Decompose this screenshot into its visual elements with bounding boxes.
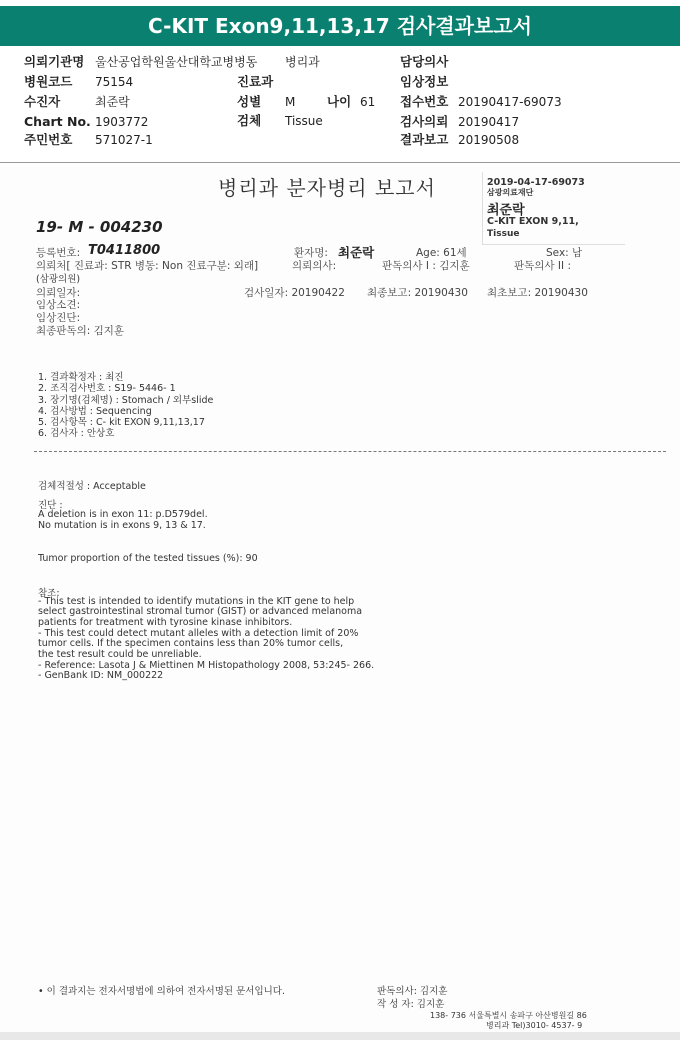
diagnosis-line: A deletion is in exon 11: p.D579del. (38, 509, 208, 520)
value-result-date: 20190508 (458, 133, 520, 147)
diagnosis-label: 진단 : (38, 500, 63, 511)
label-chart-no: Chart No. (24, 114, 91, 129)
list-item: 1. 결과확정자 : 최진 (38, 372, 124, 383)
list-item: the test result could be unreliable. (38, 649, 202, 660)
label-institution: 의뢰기관명 (24, 54, 85, 69)
value-receipt-no: 20190417-69073 (458, 95, 562, 109)
requester-sub: (삼광의원) (36, 274, 81, 285)
report-title-bar (0, 6, 680, 46)
footer-author: 작 성 자: 김지훈 (377, 999, 445, 1010)
list-item: 6. 검사자 : 안상호 (38, 428, 115, 439)
footer-phone: 병리과 Tel)3010- 4537- 9 (486, 1021, 583, 1030)
footer-address: 138- 736 서울특별시 송파구 아산병원길 86 (430, 1011, 587, 1020)
specimen-adequacy: 검체적절성 : Acceptable (38, 481, 146, 492)
patient-value: 최준락 (338, 245, 375, 260)
label-doctor: 담당의사 (400, 54, 449, 69)
value-patient: 최준락 (95, 95, 130, 109)
sticker-test: C-KIT EXON 9,11, (487, 216, 579, 227)
list-item: 4. 검사방법 : Sequencing (38, 406, 152, 417)
label-receipt-no: 접수번호 (400, 94, 449, 109)
list-item: 5. 검사항목 : C- kit EXON 9,11,13,17 (38, 417, 205, 428)
header-divider (0, 162, 680, 163)
value-hospital-code: 75154 (95, 75, 134, 89)
label-resident-no: 주민번호 (24, 132, 73, 147)
label-sex: 성별 (237, 94, 262, 109)
list-item: select gastrointestinal stromal tumor (GIST) or advanced melanoma (38, 606, 363, 617)
list-item: - GenBank ID: NM_000222 (38, 670, 164, 681)
case-number: 19- M - 004230 (36, 218, 163, 236)
label-hospital-code: 병원코드 (24, 74, 73, 89)
value-chart-no: 1903772 (95, 115, 149, 129)
value-request-date: 20190417 (458, 115, 520, 129)
value-age: 61 (360, 95, 376, 109)
requester: 의뢰처[ 진료과: STR 병동: Non 진료구분: 외래] (36, 260, 259, 272)
scan-report-title: 병리과 분자병리 보고서 (218, 176, 436, 200)
patient-label: 환자명: (294, 247, 328, 259)
clinical-findings: 임상소견: (36, 299, 81, 311)
bottom-edge (0, 1032, 680, 1040)
list-item: 2. 조직검사번호 : S19- 5446- 1 (38, 383, 176, 394)
final-report-date: 최종보고: 20190430 (367, 287, 468, 299)
test-date: 검사일자: 20190422 (244, 287, 345, 299)
e-signature-note: • 이 결과지는 전자서명법에 의하여 전자서명된 문서입니다. (38, 986, 285, 997)
reader-1: 판독의사 I : 김지훈 (382, 260, 470, 272)
report-title: C-KIT Exon9,11,13,17 검사결과보고서 (148, 14, 532, 38)
value-department: 병리과 (285, 55, 320, 69)
sticker-org: 삼광의료재단 (487, 188, 534, 197)
list-item: 3. 장기명(검체명) : Stomach / 외부slide (38, 395, 214, 406)
footer-reader: 판독의사: 김지훈 (377, 986, 448, 997)
section-divider (34, 451, 666, 452)
list-item: - This test could detect mutant alleles with a detection limit of 20% (38, 628, 359, 639)
label-clinical-info: 임상정보 (400, 74, 449, 89)
value-resident-no: 571027-1 (95, 133, 153, 147)
label-request-date: 검사의뢰 (400, 114, 449, 129)
reg-value: T0411800 (88, 243, 161, 258)
reference-label: 참조: (38, 588, 60, 599)
list-item: - This test is intended to identify mutations in the KIT gene to help (38, 596, 355, 607)
label-specimen: 검체 (237, 113, 262, 128)
list-item: - Reference: Lasota J & Miettinen M Histopathology 2008, 53:245- 266. (38, 660, 375, 671)
label-clinic: 진료과 (237, 74, 274, 89)
value-specimen: Tissue (285, 114, 323, 128)
final-reader: 최종판독의: 김지훈 (36, 325, 125, 337)
label-age: 나이 (327, 94, 352, 109)
request-date: 의뢰일자: (36, 287, 81, 299)
list-item: tumor cells. If the specimen contains less than 20% tumor cells, (38, 638, 344, 649)
sticker-specimen: Tissue (487, 229, 520, 239)
sticker-receipt: 2019-04-17-69073 (487, 177, 585, 188)
sex: Sex: 남 (546, 247, 583, 259)
first-report-date: 최초보고: 20190430 (487, 287, 588, 299)
sticker-patient: 최준락 (487, 203, 525, 218)
reg-label: 등록번호: (36, 247, 81, 259)
diagnosis-line: No mutation is in exons 9, 13 & 17. (38, 520, 206, 531)
reader-2: 판독의사 II : (514, 260, 571, 272)
label-patient: 수진자 (24, 94, 61, 109)
age: Age: 61세 (416, 247, 467, 259)
clinical-diagnosis: 임상진단: (36, 312, 81, 324)
value-sex: M (285, 95, 296, 109)
requesting-doctor: 의뢰의사: (292, 260, 337, 272)
value-institution: 울산공업학원울산대학교병병동 (95, 55, 258, 69)
label-result-date: 결과보고 (400, 132, 449, 147)
list-item: patients for treatment with tyrosine kinase inhibitors. (38, 617, 293, 628)
tumor-proportion: Tumor proportion of the tested tissues (%): 90 (38, 553, 258, 564)
